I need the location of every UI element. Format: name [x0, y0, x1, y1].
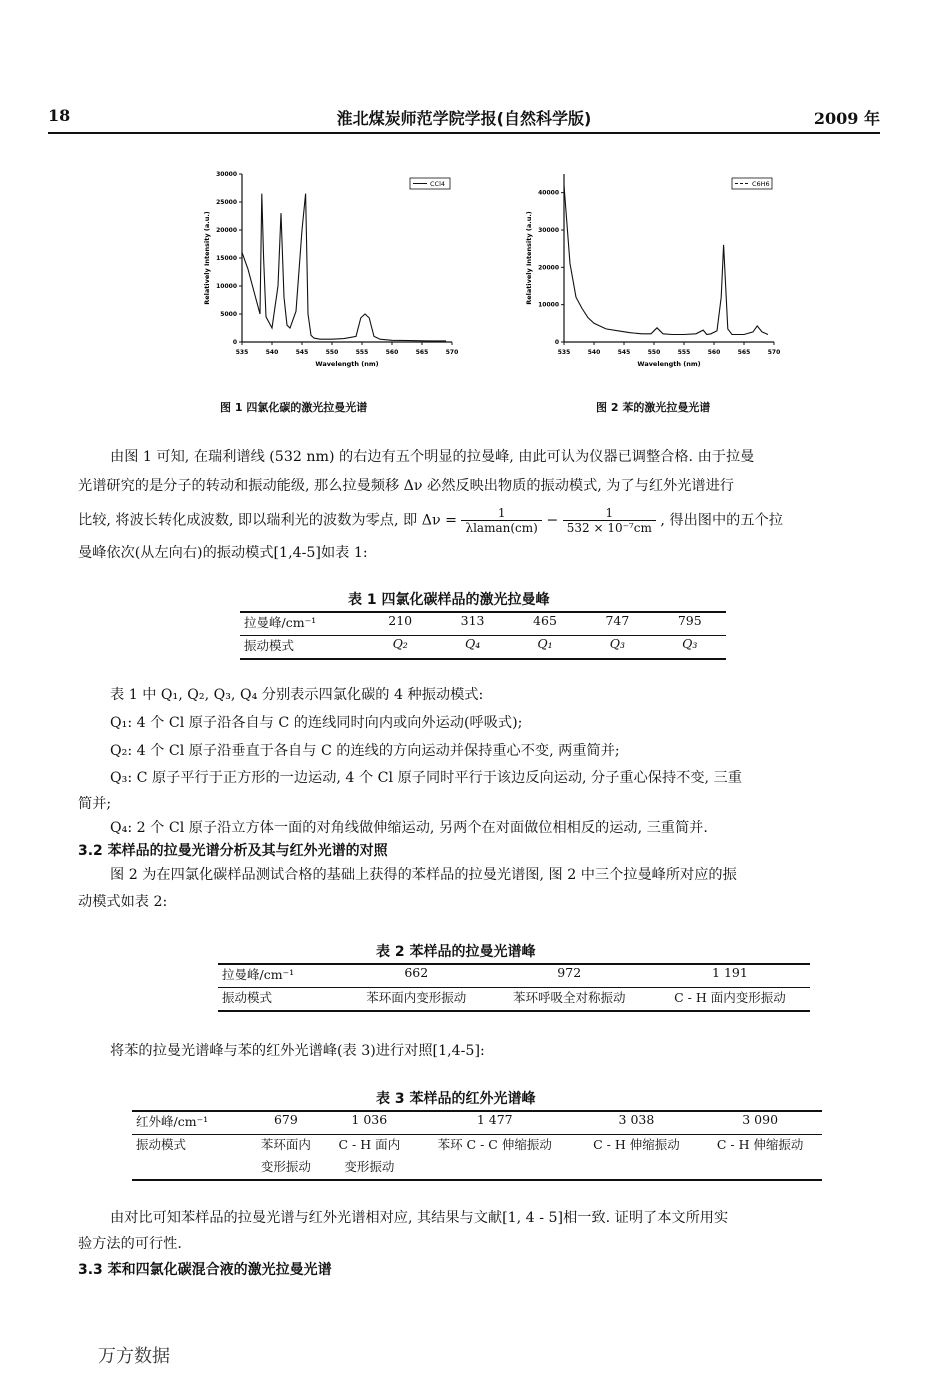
figure-1-caption: 图 1 四氯化碳的激光拉曼光谱 [220, 401, 368, 414]
y-tick-label: 20000 [216, 227, 237, 234]
y-tick-label: 10000 [538, 301, 559, 309]
y-axis-label: Relatively Intensity (a.u.) [203, 211, 211, 305]
table-3-cell: 3 090 [698, 1111, 822, 1135]
table-1-cell: Q₂ [364, 636, 436, 660]
p2-line-2: Q₁: 4 个 Cl 原子沿各自与 C 的连线同时向内或向外运动(呼吸式); [110, 715, 523, 731]
series-line [242, 194, 446, 341]
table-3-cell: 679 [248, 1111, 324, 1135]
table-2-caption: 表 2 苯样品的拉曼光谱峰 [376, 944, 536, 960]
table-1-cell: 210 [364, 612, 436, 636]
p1-line-3 [78, 506, 783, 535]
y-axis-label: Relatively Intensity (a.u.) [525, 211, 533, 305]
watermark: 万方数据 [98, 1346, 170, 1367]
p4-line: 将苯的拉曼光谱峰与苯的红外光谱峰(表 3)进行对照[1,4-5]: [110, 1043, 485, 1059]
table-2-cell: 1 191 [650, 964, 810, 988]
table-3 [132, 1110, 822, 1181]
figure-1-chart [200, 166, 470, 384]
table-2-row2-label: 振动模式 [218, 988, 344, 1012]
p1-line-3-end: , 得出图中的五个拉 [660, 512, 783, 529]
p2-line-4: Q₃: C 原子平行于正方形的一边运动, 4 个 Cl 原子同时平行于该边反向运动, 分子重心保持不变, 三重 [110, 770, 742, 786]
table-1-cell: Q₄ [436, 636, 508, 660]
figure-2-caption: 图 2 苯的激光拉曼光谱 [596, 401, 711, 414]
fraction-1 [461, 506, 541, 535]
x-tick-label: 570 [767, 349, 781, 356]
fraction-2-den: 532 × 10⁻⁷cm [566, 521, 652, 535]
p2-line-5: 简并; [78, 796, 112, 812]
x-tick-label: 535 [557, 349, 571, 356]
table-1-cell: 465 [509, 612, 581, 636]
table-1-cell: 313 [436, 612, 508, 636]
table-1-cell: 747 [581, 612, 653, 636]
x-tick-label: 555 [677, 349, 691, 356]
legend-label: C6H6 [752, 180, 770, 188]
y-tick-label: 0 [232, 339, 237, 346]
x-tick-label: 560 [707, 349, 721, 356]
x-axis-label: Wavelength (nm) [315, 360, 379, 368]
p5-line-2: 验方法的可行性. [78, 1236, 182, 1252]
y-tick-label: 0 [554, 339, 559, 346]
p3-line-1: 图 2 为在四氯化碳样品测试合格的基础上获得的苯样品的拉曼光谱图, 图 2 中三个拉曼峰所对应的振 [110, 867, 737, 883]
table-3-cell: C - H 伸缩振动 [716, 1137, 804, 1152]
p2-line-6: Q₄: 2 个 Cl 原子沿立方体一面的对角线做伸缩运动, 另两个在对面做位相相反的运动, 三重简并. [110, 820, 708, 836]
y-tick-label: 25000 [216, 199, 237, 206]
series-line [564, 185, 768, 334]
p3-line-2: 动模式如表 2: [78, 894, 168, 910]
p1-line-3-start: 比较, 将波长转化成波数, 即以瑞利光的波数为零点, 即 Δν = [78, 512, 457, 529]
fraction-1-num: 1 [461, 506, 541, 521]
table-3-cell: 1 036 [324, 1111, 415, 1135]
table-2-cell: 662 [344, 964, 489, 988]
table-3-caption: 表 3 苯样品的红外光谱峰 [376, 1091, 536, 1107]
table-3-cell: 3 038 [575, 1111, 699, 1135]
journal-title: 淮北煤炭师范学院学报(自然科学版) [336, 109, 592, 128]
x-tick-label: 570 [445, 349, 459, 356]
p1-line-1: 由图 1 可知, 在瑞利谱线 (532 nm) 的右边有五个明显的拉曼峰, 由此可认为仪器已调整合格. 由于拉曼 [110, 449, 755, 465]
table-3-row1-label: 红外峰/cm⁻¹ [132, 1111, 248, 1135]
table-3-cell: 1 477 [415, 1111, 575, 1135]
figure-2-chart [522, 166, 792, 384]
table-3-cell: C - H 面内 [338, 1137, 401, 1152]
page-header [48, 106, 880, 134]
x-tick-label: 540 [587, 349, 601, 356]
table-3-cell: C - H 伸缩振动 [593, 1137, 680, 1152]
p2-line-1: 表 1 中 Q₁, Q₂, Q₃, Q₄ 分别表示四氯化碳的 4 种振动模式: [110, 687, 484, 703]
table-1-cell: Q₃ [581, 636, 653, 660]
x-tick-label: 540 [265, 349, 279, 356]
table-3-row2-label: 振动模式 [136, 1137, 187, 1152]
table-1-row1-label: 拉曼峰/cm⁻¹ [240, 612, 364, 636]
y-tick-label: 20000 [538, 264, 559, 272]
p1-line-2: 光谱研究的是分子的转动和振动能级, 那么拉曼频移 Δν 必然反映出物质的振动模式, 为了与红外光谱进行 [78, 478, 734, 494]
section-3-3-heading: 3.3 苯和四氯化碳混合液的激光拉曼光谱 [78, 1262, 332, 1278]
y-tick-label: 10000 [216, 283, 237, 290]
x-tick-label: 535 [235, 349, 249, 356]
table-1-cell: 795 [654, 612, 726, 636]
x-tick-label: 550 [325, 349, 339, 356]
page-number: 18 [48, 106, 71, 125]
table-1-cell: Q₃ [654, 636, 726, 660]
table-1-cell: Q₁ [509, 636, 581, 660]
y-tick-label: 30000 [538, 227, 559, 234]
table-1 [240, 611, 726, 660]
y-tick-label: 15000 [216, 255, 237, 262]
year: 2009 年 [813, 109, 880, 128]
x-tick-label: 565 [737, 349, 751, 356]
section-3-2-heading: 3.2 苯样品的拉曼光谱分析及其与红外光谱的对照 [78, 843, 388, 859]
table-1-row2-label: 振动模式 [240, 636, 364, 660]
table-2-cell: 苯环面内变形振动 [344, 988, 489, 1012]
x-tick-label: 565 [415, 349, 429, 356]
fraction-1-den: λlaman(cm) [465, 521, 538, 535]
p1-line-4: 曼峰依次(从左向右)的振动模式[1,4-5]如表 1: [78, 545, 368, 561]
p2-line-3: Q₂: 4 个 Cl 原子沿垂直于各自与 C 的连线的方向运动并保持重心不变, 两重简并; [110, 743, 620, 759]
table-2-cell: C - H 面内变形振动 [650, 988, 810, 1012]
table-3-cell: 变形振动 [324, 1157, 415, 1180]
legend-label: CCl4 [430, 180, 446, 188]
table-2-cell: 苯环呼吸全对称振动 [489, 988, 650, 1012]
y-tick-label: 30000 [216, 171, 237, 178]
fraction-2-num: 1 [563, 506, 656, 521]
x-tick-label: 545 [617, 349, 631, 356]
p5-line-1: 由对比可知苯样品的拉曼光谱与红外光谱相对应, 其结果与文献[1, 4 - 5]相一致. 证明了本文所用实 [110, 1210, 729, 1226]
y-tick-label: 5000 [220, 311, 237, 318]
table-3-cell: 苯环面内 [260, 1137, 311, 1152]
x-tick-label: 560 [385, 349, 399, 356]
table-1-caption: 表 1 四氯化碳样品的激光拉曼峰 [348, 592, 550, 608]
x-tick-label: 545 [295, 349, 309, 356]
table-2-row1-label: 拉曼峰/cm⁻¹ [218, 964, 344, 988]
table-2-cell: 972 [489, 964, 650, 988]
table-3-cell: 变形振动 [248, 1157, 324, 1180]
table-2 [218, 963, 810, 1012]
x-axis-label: Wavelength (nm) [637, 360, 701, 368]
fraction-2 [563, 506, 656, 535]
minus-sign: − [546, 512, 559, 529]
table-3-cell: 苯环 C - C 伸缩振动 [437, 1137, 552, 1152]
x-tick-label: 550 [647, 349, 661, 356]
y-tick-label: 40000 [538, 189, 559, 197]
x-tick-label: 555 [355, 349, 369, 356]
